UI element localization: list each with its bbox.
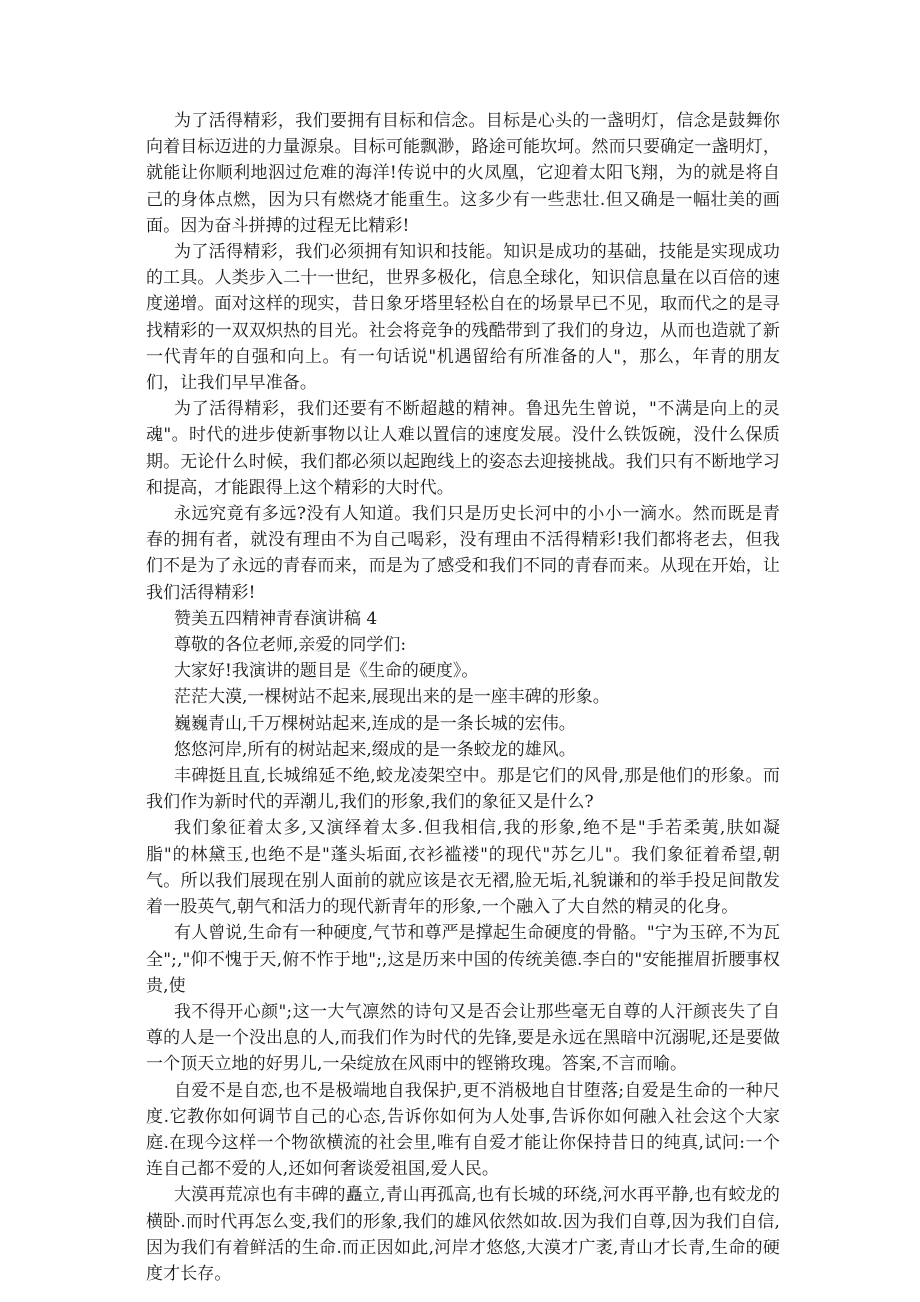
greeting-line: 大家好!我演讲的题目是《生命的硬度》。	[174, 661, 479, 682]
paragraph-self-love: 自爱不是自恋,也不是极端地自我保护,更不消极地自甘堕落;自爱是生命的一种尺度.它教你如何调节自己的心态,告诉你如何为人处事,告诉你如何融入社会这个大家庭.在现今这样一个物欲横流的社会里,唯有自爱才能让你保持昔日的纯真,试问:一个连自己都不爱的人,还如何奢谈爱祖国,爱人民。	[146, 1080, 780, 1180]
paragraph-2: 为了活得精彩，我们必须拥有知识和技能。知识是成功的基础，技能是实现成功的工具。人类步入二十一世纪，世界多极化，信息全球化，知识信息量在以百倍的速度递增。面对这样的现实，昔日象牙塔里轻松自在的场景早已不见，取而代之的是寻找精彩的一双双炽热的目光。社会将竞争的残酷带到了我们的身边，从而也造就了新一代青年的自强和向上。有一句话说"机遇留给有所准备的人"，那么，年青的朋友们，让我们早早准备。	[146, 242, 780, 394]
salutation: 尊敬的各位老师,亲爱的同学们:	[174, 635, 407, 656]
paragraph-closing: 大漠再荒凉也有丰碑的矗立,青山再孤高,也有长城的环绕,河水再平静,也有蛟龙的横卧.而时代再怎么变,我们的形象,我们的雄风依然如故.因为我们自尊,因为我们自信,因为我们有着鲜活的生命.而正因如此,河岸才悠悠,大漠才广袤,青山才长青,生命的硬度才长存。	[146, 1185, 780, 1284]
desert-line: 茫茫大漠,一棵树站不起来,展现出来的是一座丰碑的形象。	[174, 687, 610, 708]
paragraph-4: 永远究竟有多远?没有人知道。我们只是历史长河中的小小一滴水。然而既是青春的拥有者，就没有理由不为自己喝彩，没有理由不活得精彩!我们都将老去，但我们不是为了永远的青春而来，而是为了感受和我们不同的青春而来。从现在开始，让我们活得精彩!	[146, 504, 780, 603]
paragraph-3: 为了活得精彩，我们还要有不断超越的精神。鲁迅先生曾说，"不满是向上的灵魂"。时代的进步使新事物以让人难以置信的速度发展。没什么铁饭碗，没什么保质期。无论什么时候，我们都必须以起跑线上的姿态去迎接挑战。我们只有不断地学习和提高，才能跟得上这个精彩的大时代。	[146, 399, 780, 498]
river-line: 悠悠河岸,所有的树站起来,缀成的是一条蛟龙的雄风。	[174, 739, 576, 760]
mountain-line: 巍巍青山,千万棵树站起来,连成的是一条长城的宏伟。	[174, 713, 576, 734]
paragraph-symbol: 丰碑挺且直,长城绵延不绝,蛟龙凌架空中。那是它们的风骨,那是他们的形象。而我们作为新时代的弄潮儿,我们的形象,我们的象征又是什么?	[146, 766, 780, 813]
paragraph-dignity: 我不得开心颜";这一大气凛然的诗句又是否会让那些毫无自尊的人汗颜丧失了自尊的人是一个没出息的人,而我们作为时代的先锋,要是永远在黑暗中沉溺呢,还是要做一个顶天立地的好男儿,一朵绽放在风雨中的铿锵玫瑰。答案,不言而喻。	[146, 1001, 780, 1075]
document-page	[146, 108, 780, 1287]
paragraph-1: 为了活得精彩，我们要拥有目标和信念。目标是心头的一盏明灯，信念是鼓舞你向着目标迈进的力量源泉。目标可能飘渺，路途可能坎坷。然而只要确定一盏明灯，就能让你顺利地泅过危难的海洋!传说中的火凤凰，它迎着太阳飞翔，为的就是将自己的身体点燃，因为只有燃烧才能重生。这多少有一些悲壮.但又确是一幅壮美的画面。因为奋斗拼搏的过程无比精彩!	[146, 111, 780, 236]
paragraph-hardness: 有人曾说,生命有一种硬度,气节和尊严是撑起生命硬度的骨骼。"宁为玉碎,不为瓦全";,"仰不愧于天,俯不怍于地";,这是历来中国的传统美德.李白的"安能摧眉折腰事权贵,使	[146, 923, 780, 996]
speech-title: 赞美五四精神青春演讲稿 4	[174, 608, 378, 629]
paragraph-image: 我们象征着太多,又演绎着太多.但我相信,我的形象,绝不是"手若柔荑,肤如凝脂"的林黛玉,也绝不是"蓬头垢面,衣衫褴褛"的现代"苏乞儿"。我们象征着希望,朝气。所以我们展现在别人面前的就应该是衣无褶,脸无垢,礼貌谦和的举手投足间散发着一股英气,朝气和活力的现代新青年的形象,一个融入了大自然的精灵的化身。	[146, 818, 780, 918]
